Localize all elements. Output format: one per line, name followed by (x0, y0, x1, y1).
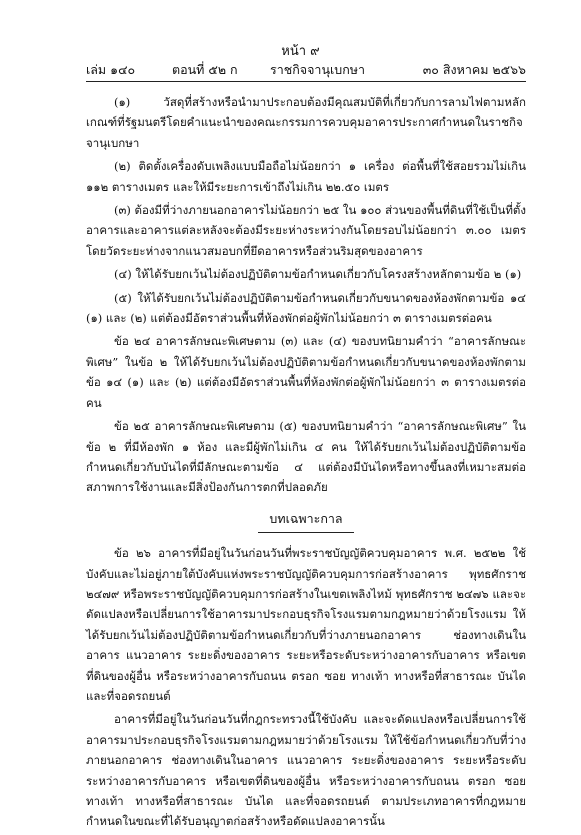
header-publication: ราชกิจจานุเบกษา (270, 62, 366, 77)
article-25: ข้อ ๒๕ อาคารลักษณะพิเศษตาม (๕) ของบทนิยามคำว่า “อาคารลักษณะพิเศษ” ในข้อ ๒ ที่มีห้องพัก ๑ ห้อง และมีผู้พักไม่เกิน ๔ คน ให้ได้รับยกเว้นไม่ต้องปฏิบัติตามข้อกำหนดเกี่ยวกับบันไดที่มีลักษณะตามข้อ ๔ แต่ต้องมีบันไดหรือทางขึ้นลงที่เหมาะสมต่อสภาพการใช้งานและมีสิ่งป้องกันการตกที่ปลอดภัย (86, 419, 526, 495)
clause-item-2: (๒) ติดตั้งเครื่องดับเพลิงแบบมือถือไม่น้อยกว่า ๑ เครื่อง ต่อพื้นที่ใช้สอยรวมไม่เกิน ๑๑๒ ตารางเมตร และให้มีระยะการเข้าถึงไม่เกิน ๒๒.๕๐ เมตร (86, 159, 526, 194)
chapter-heading-block (86, 509, 526, 533)
document-body (86, 92, 526, 835)
chapter-heading: บทเฉพาะกาล (269, 510, 343, 526)
article-26-paragraph-2: อาคารที่มีอยู่ในวันก่อนวันที่กฎกระทรวงนี้ใช้บังคับ และจะดัดแปลงหรือเปลี่ยนการใช้อาคารมาประกอบธุรกิจโรงแรมตามกฎหมายว่าด้วยโรงแรม ให้ใช้ข้อกำหนดเกี่ยวกับที่ว่างภายนอกอาคาร ช่องทางเดินในอาคาร แนวอาคาร ระยะดิ่งของอาคาร ระยะหรือระดับระหว่างอาคารกับอาคาร หรือเขตที่ดินของผู้อื่น หรือระหว่างอาคารกับถนน ตรอก ซอย ทางเท้า ทางหรือที่สาธารณะ บันได และที่จอดรถยนต์ ตามประเภทอาคารที่กฎหมายกำหนดในขณะที่ได้รับอนุญาตก่อสร้างหรือดัดแปลงอาคารนั้น (86, 712, 526, 829)
clause-item-1: (๑) วัสดุที่สร้างหรือนำมาประกอบต้องมีคุณสมบัติที่เกี่ยวกับการลามไฟตามหลักเกณฑ์ที่รัฐมนตรีโดยคำแนะนำของคณะกรรมการควบคุมอาคารประกาศกำหนดในราชกิจจานุเบกษา (86, 95, 526, 150)
clause-item-3: (๓) ต้องมีที่ว่างภายนอกอาคารไม่น้อยกว่า ๒๕ ใน ๑๐๐ ส่วนของพื้นที่ดินที่ใช้เป็นที่ตั้งอาคารและอาคารแต่ละหลังจะต้องมีระยะห่างระหว่างกันโดยรอบไม่น้อยกว่า ๓.๐๐ เมตร โดยวัดระยะห่างจากแนวสมอบกที่ยึดอาคารหรือส่วนริมสุดของอาคาร (86, 203, 526, 258)
header-divider (86, 81, 526, 82)
header-volume: เล่ม ๑๔๐ (86, 62, 136, 77)
clause-item-4: (๔) ให้ได้รับยกเว้นไม่ต้องปฏิบัติตามข้อกำหนดเกี่ยวกับโครงสร้างหลักตามข้อ ๒ (๑) (114, 267, 522, 282)
chapter-heading-rule (258, 532, 354, 533)
page-number: หน้า ๙ (281, 44, 320, 59)
article-26: ข้อ ๒๖ อาคารที่มีอยู่ในวันก่อนวันที่พระราชบัญญัติควบคุมอาคาร พ.ศ. ๒๕๒๒ ใช้บังคับและไม่อยู่ภายใต้บังคับแห่งพระราชบัญญัติควบคุมการก่อสร้างอาคาร พุทธศักราช ๒๔๗๙ หรือพระราชบัญญัติควบคุมการก่อสร้างในเขตเพลิงไหม้ พุทธศักราช ๒๔๗๖ และจะดัดแปลงหรือเปลี่ยนการใช้อาคารมาประกอบธุรกิจโรงแรมตามกฎหมายว่าด้วยโรงแรม ให้ได้รับยกเว้นไม่ต้องปฏิบัติตามข้อกำหนดเกี่ยวกับที่ว่างภายนอกอาคาร ช่องทางเดินในอาคาร แนวอาคาร ระยะดิ่งของอาคาร ระยะหรือระดับระหว่างอาคารกับอาคาร หรือเขตที่ดินของผู้อื่น หรือระหว่างอาคารกับถนน ตรอก ซอย ทางเท้า ทางหรือที่สาธารณะ บันได และที่จอดรถยนต์ (86, 546, 526, 703)
header-date: ๓๐ สิงหาคม ๒๕๖๖ (422, 62, 526, 77)
clause-item-5: (๕) ให้ได้รับยกเว้นไม่ต้องปฏิบัติตามข้อกำหนดเกี่ยวกับขนาดของห้องพักตามข้อ ๑๔ (๑) และ (๒) แต่ต้องมีอัตราส่วนพื้นที่ห้องพักต่อผู้พักไม่น้อยกว่า ๓ ตารางเมตรต่อคน (86, 290, 526, 326)
article-24: ข้อ ๒๔ อาคารลักษณะพิเศษตาม (๓) และ (๔) ของบทนิยามคำว่า “อาคารลักษณะพิเศษ” ในข้อ ๒ ให้ได้รับยกเว้นไม่ต้องปฏิบัติตามข้อกำหนดเกี่ยวกับขนาดของห้องพักตามข้อ ๑๔ (๑) และ (๒) แต่ต้องมีอัตราส่วนพื้นที่ห้องพักต่อผู้พักไม่น้อยกว่า ๓ ตารางเมตรต่อคน (86, 334, 526, 410)
gazette-header (86, 60, 526, 78)
header-section: ตอนที่ ๕๒ ก (172, 62, 238, 77)
